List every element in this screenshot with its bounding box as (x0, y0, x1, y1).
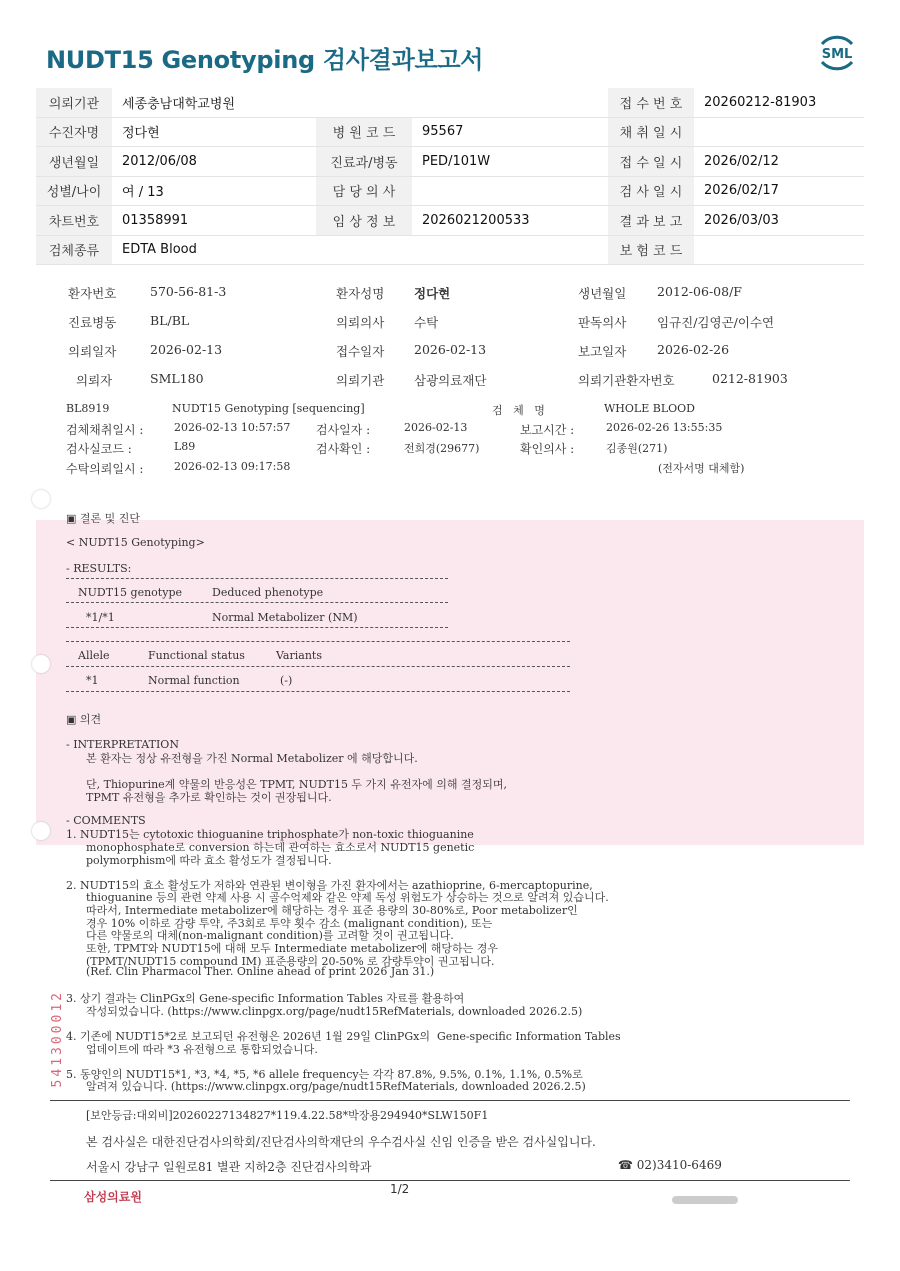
comment-line: (TPMT/NUDT15 compound IM) 표준용량의 20-50% 로 감량투약이 권고됩니다. (86, 955, 495, 968)
header-value: 01358991 (112, 206, 316, 236)
header-value: 2026/03/03 (694, 206, 864, 236)
divider (66, 666, 570, 667)
logo-text: SML (821, 47, 853, 62)
interpretation-line: 단, Thiopurine계 약물의 반응성은 TPMT, NUDT15 두 가지 유전자에 의해 결정되며, (86, 778, 508, 791)
header-value: 2012/06/08 (112, 147, 316, 177)
ward-label: 진료병동 (68, 315, 117, 330)
report-title: NUDT15 Genotyping 검사결과보고서 (46, 46, 484, 74)
confirm-label: 확인의사 : (520, 442, 575, 456)
comments-label: - COMMENTS (66, 814, 146, 827)
comment-line: 알려져 있습니다. (https://www.clinpgx.org/page/nudt15RefMaterials, downloaded 2026.2.5) (86, 1080, 586, 1093)
opinion-heading: ▣ 의견 (66, 713, 102, 726)
divider (66, 578, 448, 579)
rpt-date-label: 보고일자 (578, 344, 627, 359)
comment-line: monophosphate로 conversion 하는데 관여하는 효소로서 NUDT15 genetic (86, 841, 475, 854)
collect-value: 2026-02-13 10:57:57 (174, 421, 291, 434)
comment-line: 5. 동양인의 NUDT15*1, *3, *4, *5, *6 allele frequency는 각각 87.8%, 9.5%, 0.1%, 1.1%, 0.5%로 (66, 1068, 583, 1081)
pid-label: 환자번호 (68, 286, 117, 301)
brand-label: 삼성의료원 (84, 1190, 142, 1204)
doctor-value: 수탁 (414, 315, 439, 330)
status-col-header: Functional status (148, 649, 245, 662)
header-row (36, 206, 864, 236)
header-label: 임 상 정 보 (316, 206, 412, 236)
req-date-value: 2026-02-13 (150, 342, 223, 357)
header-table (36, 88, 864, 265)
phenotype-value: Normal Metabolizer (NM) (212, 611, 358, 624)
header-label: 수진자명 (36, 117, 112, 147)
req-date-label: 의뢰일자 (68, 344, 117, 359)
conclusion-sub: < NUDT15 Genotyping> (66, 536, 205, 549)
header-row (36, 147, 864, 177)
confirm-value: 김종원(271) (606, 442, 668, 455)
header-value: EDTA Blood (112, 235, 316, 265)
test-date-label: 검사일자 : (316, 423, 371, 437)
lab-code-label: 검사실코드 : (66, 442, 132, 456)
checker-label: 검사확인 : (316, 442, 371, 456)
header-label (316, 235, 412, 265)
punch-hole (32, 822, 50, 840)
header-label: 성별/나이 (36, 176, 112, 206)
rcv-date-label: 접수일자 (336, 344, 385, 359)
report-time-label: 보고시간 : (520, 423, 575, 437)
header-row (36, 117, 864, 147)
scan-mark (672, 1196, 738, 1204)
header-value: 2026021200533 (412, 206, 608, 236)
name-value: 정다현 (414, 286, 451, 301)
inst-label: 의뢰기관 (336, 373, 385, 388)
comment-line: 업데이트에 따라 *3 유전형으로 통합되었습니다. (86, 1043, 318, 1056)
requester-label: 의뢰자 (76, 373, 113, 388)
header-value: 세종충남대학교병원 (112, 88, 316, 117)
header-value: 정다현 (112, 117, 316, 147)
specimen-label: 검 체 명 (492, 404, 545, 417)
comment-line: polymorphism에 따라 효소 활성도가 결정됩니다. (86, 854, 332, 867)
genotype-value: *1/*1 (86, 611, 115, 624)
header-row (36, 176, 864, 206)
interpretation-label: - INTERPRETATION (66, 738, 179, 751)
header-row (36, 235, 864, 265)
header-label: 접 수 일 시 (608, 147, 694, 177)
header-value: PED/101W (412, 147, 608, 177)
report-time-value: 2026-02-26 13:55:35 (606, 421, 723, 434)
header-label: 채 취 일 시 (608, 117, 694, 147)
divider (66, 641, 570, 642)
allele-value: *1 (86, 674, 99, 687)
comment-line: 1. NUDT15는 cytotoxic thioguanine triphosphate가 non-toxic thioguanine (66, 828, 474, 841)
side-serial: 541300012 (50, 990, 65, 1088)
header-label: 보 험 코 드 (608, 235, 694, 265)
interpretation-line: TPMT 유전형을 추가로 확인하는 것이 권장됩니다. (86, 791, 332, 804)
page-number: 1/2 (390, 1182, 410, 1196)
lab-code-value: L89 (174, 440, 196, 453)
checker-value: 전희경(29677) (404, 442, 480, 455)
comment-line: 3. 상기 결과는 ClinPGx의 Gene-specific Information Tables 자료를 활용하여 (66, 992, 465, 1005)
esign-note: (전자서명 대체함) (658, 462, 745, 475)
status-value: Normal function (148, 674, 240, 687)
collect-label: 검체채취일시 : (66, 423, 144, 437)
allele-col-header: Allele (78, 649, 110, 662)
reader-value: 임규진/김영곤/이수연 (657, 315, 775, 330)
header-label: 검 사 일 시 (608, 176, 694, 206)
header-value (694, 117, 864, 147)
header-value: 2026/02/12 (694, 147, 864, 177)
genotype-col-header: NUDT15 genotype (78, 586, 182, 599)
divider (66, 602, 448, 603)
header-value: 여 / 13 (112, 176, 316, 206)
sml-logo (814, 30, 860, 76)
header-label (316, 88, 412, 117)
variants-value: (-) (280, 674, 293, 687)
header-value (412, 235, 608, 265)
header-row (36, 88, 864, 117)
inst-value: 삼광의료재단 (414, 373, 487, 388)
punch-hole (32, 490, 50, 508)
divider (66, 627, 448, 628)
footer-divider (50, 1100, 850, 1101)
header-value (412, 176, 608, 206)
test-name: NUDT15 Genotyping [sequencing] (172, 402, 365, 415)
conclusion-heading: ▣ 결론 및 진단 (66, 512, 141, 525)
header-label: 의뢰기관 (36, 88, 112, 117)
header-label: 차트번호 (36, 206, 112, 236)
header-label: 생년월일 (36, 147, 112, 177)
phone-line: ☎ 02)3410-6469 (618, 1158, 722, 1172)
divider (66, 691, 570, 692)
header-label: 결 과 보 고 (608, 206, 694, 236)
requester-value: SML180 (150, 371, 204, 386)
results-label: - RESULTS: (66, 562, 132, 575)
doctor-label: 의뢰의사 (336, 315, 385, 330)
inst-pid-label: 의뢰기관환자번호 (578, 373, 675, 388)
header-value (412, 88, 608, 117)
header-label: 진료과/병동 (316, 147, 412, 177)
test-code: BL8919 (66, 402, 110, 415)
phenotype-col-header: Deduced phenotype (212, 586, 324, 599)
rpt-date-value: 2026-02-26 (657, 342, 730, 357)
punch-hole (32, 655, 50, 673)
pid-value: 570-56-81-3 (150, 284, 227, 299)
comment-line: 다른 약물로의 대체(non-malignant condition)를 고려할 것이 권고됩니다. (86, 929, 454, 942)
interpretation-line: 본 환자는 정상 유전형을 가진 Normal Metabolizer 에 해당합니다. (86, 752, 418, 765)
comment-line: thioguanine 등의 관련 약제 사용 시 골수억제와 같은 약제 독성 위험도가 상승하는 것으로 알려져 있습니다. (86, 891, 609, 904)
header-label: 담 당 의 사 (316, 176, 412, 206)
comment-line: 경우 10% 이하로 감량 투약, 주3회로 투약 횟수 감소 (malignant condition), 또는 (86, 917, 493, 930)
test-date-value: 2026-02-13 (404, 421, 468, 434)
comment-line: 2. NUDT15의 효소 활성도가 저하와 연관된 변이형을 가진 환자에서는 azathioprine, 6-mercaptopurine, (66, 879, 593, 892)
specimen-value: WHOLE BLOOD (604, 402, 695, 415)
header-value: 95567 (412, 117, 608, 147)
footer-divider (50, 1180, 850, 1181)
comment-line: (Ref. Clin Pharmacol Ther. Online ahead of print 2026 Jan 31.) (86, 965, 435, 978)
header-label: 병 원 코 드 (316, 117, 412, 147)
security-line: [보안등급:대외비]20260227134827*119.4.22.58*박장용294940*SLW150F1 (86, 1109, 489, 1122)
comment-line: 작성되었습니다. (https://www.clinpgx.org/page/nudt15RefMaterials, downloaded 2026.2.5) (86, 1005, 583, 1018)
header-value: 20260212-81903 (694, 88, 864, 117)
outsource-label: 수탁의뢰일시 : (66, 462, 144, 476)
variants-col-header: Variants (276, 649, 322, 662)
header-label: 접 수 번 호 (608, 88, 694, 117)
outsource-value: 2026-02-13 09:17:58 (174, 460, 291, 473)
address-line: 서울시 강남구 일원로81 별관 지하2층 진단검사의학과 (86, 1160, 372, 1174)
name-label: 환자성명 (336, 286, 385, 301)
certification-line: 본 검사실은 대한진단검사의학회/진단검사의학재단의 우수검사실 신임 인증을 받은 검사실입니다. (86, 1135, 596, 1149)
ward-value: BL/BL (150, 313, 190, 328)
comment-line: 4. 기존에 NUDT15*2로 보고되던 유전형은 2026년 1월 29일 ClinPGx의 Gene-specific Information Tables (66, 1030, 621, 1043)
inst-pid-value: 0212-81903 (712, 371, 788, 386)
rcv-date-value: 2026-02-13 (414, 342, 487, 357)
header-value (694, 235, 864, 265)
comment-line: 따라서, Intermediate metabolizer에 해당하는 경우 표준 용량의 30-80%로, Poor metabolizer인 (86, 904, 578, 917)
comment-line: 또한, TPMT와 NUDT15에 대해 모두 Intermediate metabolizer에 해당하는 경우 (86, 942, 499, 955)
header-label: 검체종류 (36, 235, 112, 265)
dob-label: 생년월일 (578, 286, 627, 301)
header-value: 2026/02/17 (694, 176, 864, 206)
reader-label: 판독의사 (578, 315, 627, 330)
dob-value: 2012-06-08/F (657, 284, 742, 299)
